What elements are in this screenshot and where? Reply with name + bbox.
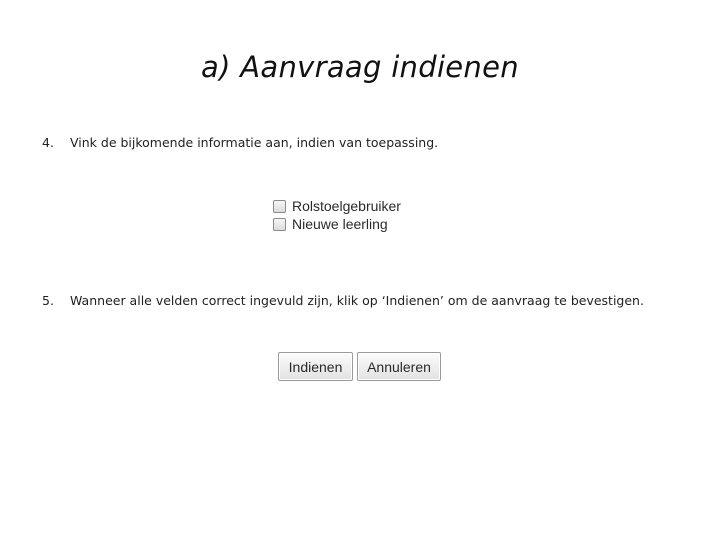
checkbox-label: Rolstoelgebruiker [292, 198, 401, 214]
submit-button[interactable]: Indienen [278, 352, 353, 381]
checkbox-label: Nieuwe leerling [292, 216, 388, 232]
checkbox-panel [273, 197, 401, 233]
page-title: a) Aanvraag indienen [201, 50, 519, 84]
checkbox-row-nieuwe-leerling[interactable] [273, 215, 401, 233]
step-text: Wanneer alle velden correct ingevuld zijn, klik op ‘Indienen’ om de aanvraag te bevestigen. [70, 293, 644, 308]
instruction-step-5 [42, 293, 644, 308]
step-number: 4. [42, 135, 54, 150]
button-panel [278, 352, 441, 381]
step-text: Vink de bijkomende informatie aan, indien van toepassing. [70, 135, 439, 150]
step-number: 5. [42, 293, 54, 308]
cancel-button[interactable]: Annuleren [357, 352, 441, 381]
rolstoelgebruiker-checkbox[interactable] [273, 200, 286, 213]
instruction-step-4 [42, 135, 438, 150]
nieuwe-leerling-checkbox[interactable] [273, 218, 286, 231]
checkbox-row-rolstoelgebruiker[interactable] [273, 197, 401, 215]
